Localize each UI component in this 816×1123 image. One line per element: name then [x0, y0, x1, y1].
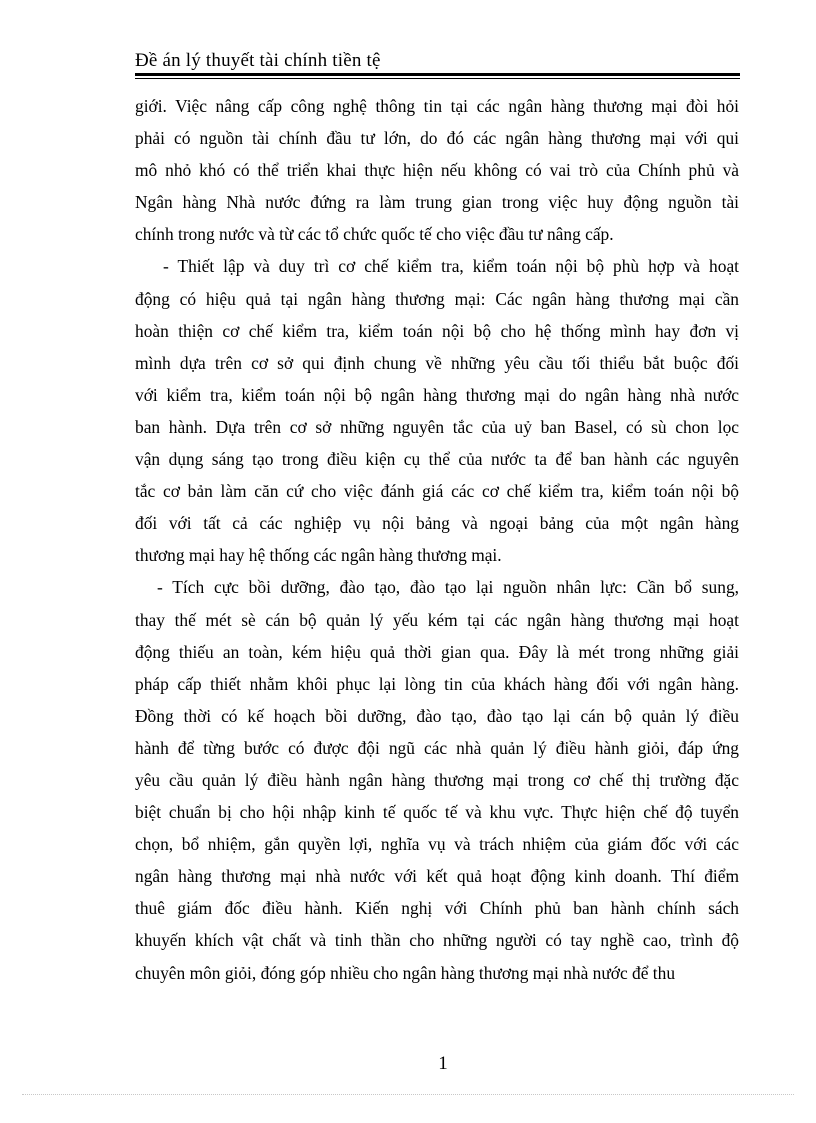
text-line: ngân hàng thương mại nhà nước với kết quả hoạt động kinh doanh. Thí điểm	[135, 866, 739, 887]
text-line: mô nhỏ khó có thể triển khai thực hiện nếu không có vai trò của Chính phủ và	[135, 160, 739, 181]
text-line: Đồng thời có kế hoạch bồi dưỡng, đào tạo, đào tạo lại cán bộ quản lý điều	[135, 705, 739, 726]
text-line: giới. Việc nâng cấp công nghệ thông tin tại các ngân hàng thương mại đòi hỏi	[135, 96, 739, 116]
text-line: tắc cơ bản làm căn cứ cho việc đánh giá các cơ chế kiểm tra, kiểm toán nội bộ	[135, 481, 739, 502]
text-line: pháp cấp thiết nhằm khôi phục lại lòng tin của khách hàng đối với ngân hàng.	[135, 673, 739, 694]
text-line: mình dựa trên cơ sở qui định chung về những yêu cầu tối thiểu bắt buộc đối	[135, 352, 739, 373]
text-line: chọn, bổ nhiệm, gắn quyền lợi, nghĩa vụ và trách nhiệm của giám đốc với các	[135, 834, 739, 855]
text-line: đối với tất cả các nghiệp vụ nội bảng và ngoại bảng của một ngân hàng	[135, 513, 739, 534]
text-line: chính trong nước và từ các tổ chức quốc tế cho việc đầu tư nâng cấp.	[135, 224, 614, 245]
text-line: động thiếu an toàn, kém hiệu quả thời gian qua. Đây là mét trong những giải	[135, 641, 739, 662]
text-line: phải có nguồn tài chính đầu tư lớn, do đó các ngân hàng thương mại với qui	[135, 128, 739, 149]
text-line: vận dụng sáng tạo trong điều kiện cụ thể của nước ta để ban hành các nguyên	[135, 449, 739, 470]
header-rule-thin	[135, 78, 740, 79]
header-rule-thick	[135, 73, 740, 76]
text-line: - Tích cực bồi dưỡng, đào tạo, đào tạo lại nguồn nhân lực: Cần bổ sung,	[157, 577, 739, 598]
text-line: - Thiết lập và duy trì cơ chế kiểm tra, kiểm toán nội bộ phù hợp và hoạt	[163, 256, 739, 277]
text-line: thương mại hay hệ thống các ngân hàng thương mại.	[135, 545, 502, 566]
text-line: biệt chuẩn bị cho hội nhập kinh tế quốc tế và khu vực. Thực hiện chế độ tuyển	[135, 802, 739, 823]
text-line: Ngân hàng Nhà nước đứng ra làm trung gian trong việc huy động nguồn tài	[135, 192, 739, 213]
text-line: hoàn thiện cơ chế kiểm tra, kiểm toán nội bộ cho hệ thống mình hay đơn vị	[135, 320, 739, 341]
text-line: với kiểm tra, kiểm toán nội bộ ngân hàng thương mại do ngân hàng nhà nước	[135, 384, 739, 405]
page-bottom-rule	[22, 1094, 794, 1095]
text-line: động có hiệu quả tại ngân hàng thương mại: Các ngân hàng thương mại cần	[135, 288, 739, 309]
text-line: thuê giám đốc điều hành. Kiến nghị với Chính phủ ban hành chính sách	[135, 898, 739, 919]
text-line: ban hành. Dựa trên cơ sở những nguyên tắc của uỷ ban Basel, có sù chon lọc	[135, 416, 739, 437]
text-line: yêu cầu quản lý điều hành ngân hàng thương mại trong cơ chế thị trường đặc	[135, 769, 739, 790]
text-line: khuyến khích vật chất và tinh thần cho những người có tay nghề cao, trình độ	[135, 930, 739, 951]
page-header	[135, 49, 740, 79]
text-line: hành để từng bước có được đội ngũ các nhà quản lý điều hành giỏi, đáp ứng	[135, 737, 739, 758]
page-number: 1	[438, 1053, 448, 1074]
header-title: Đề án lý thuyết tài chính tiền tệ	[135, 50, 381, 71]
text-line: thay thế mét sè cán bộ quản lý yếu kém tại các ngân hàng thương mại hoạt	[135, 609, 739, 630]
text-line: chuyên môn giỏi, đóng góp nhiều cho ngân hàng thương mại nhà nước để thu	[135, 962, 676, 983]
body-text	[135, 90, 739, 989]
